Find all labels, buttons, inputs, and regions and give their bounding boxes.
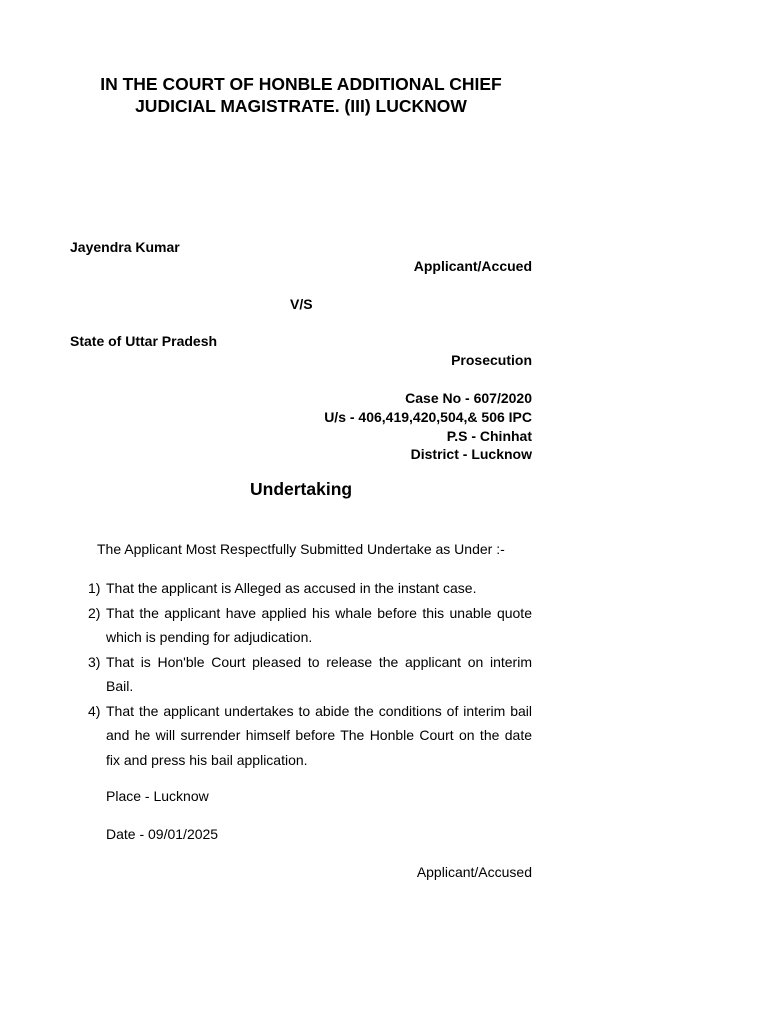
document-heading: Undertaking xyxy=(250,479,353,499)
court-title-line-1: IN THE COURT OF HONBLE ADDITIONAL CHIEF xyxy=(100,74,502,94)
list-item-text: That the applicant have applied his whale before this unable quote which is pending for adjudication. xyxy=(106,604,532,645)
list-item xyxy=(88,601,532,650)
list-item-text: That the applicant undertakes to abide the conditions of interim bail and he will surrender himself before The Honble Court on the date fix and press his bail application. xyxy=(106,702,532,768)
respondent-role: Prosecution xyxy=(451,352,532,368)
list-item-number: 1) xyxy=(88,580,101,596)
court-title xyxy=(70,73,532,117)
case-sections: U/s - 406,419,420,504,& 506 IPC xyxy=(324,409,532,425)
list-item-number: 3) xyxy=(88,653,101,670)
court-title-line-2: JUDICIAL MAGISTRATE. (III) LUCKNOW xyxy=(135,96,467,116)
case-number: Case No - 607/2020 xyxy=(405,390,532,406)
respondent-name: State of Uttar Pradesh xyxy=(70,333,218,349)
list-item-text: That the applicant is Alleged as accused in the instant case. xyxy=(106,580,477,596)
place-line: Place - Lucknow xyxy=(106,788,209,804)
list-item-number: 2) xyxy=(88,604,101,621)
undertaking-points xyxy=(88,576,532,772)
applicant-name: Jayendra Kumar xyxy=(70,239,180,255)
list-item xyxy=(88,699,532,773)
list-item xyxy=(88,650,532,699)
date-line: Date - 09/01/2025 xyxy=(106,826,219,842)
intro-text: The Applicant Most Respectfully Submitted Undertake as Under :- xyxy=(97,541,505,557)
list-item xyxy=(88,576,532,601)
district: District - Lucknow xyxy=(410,446,532,462)
signature-label: Applicant/Accused xyxy=(416,864,532,880)
versus-label: V/S xyxy=(290,296,313,312)
list-item-text: That is Hon'ble Court pleased to release the applicant on interim Bail. xyxy=(106,653,532,694)
applicant-role: Applicant/Accued xyxy=(413,258,532,274)
list-item-number: 4) xyxy=(88,702,101,719)
police-station: P.S - Chinhat xyxy=(446,428,532,444)
